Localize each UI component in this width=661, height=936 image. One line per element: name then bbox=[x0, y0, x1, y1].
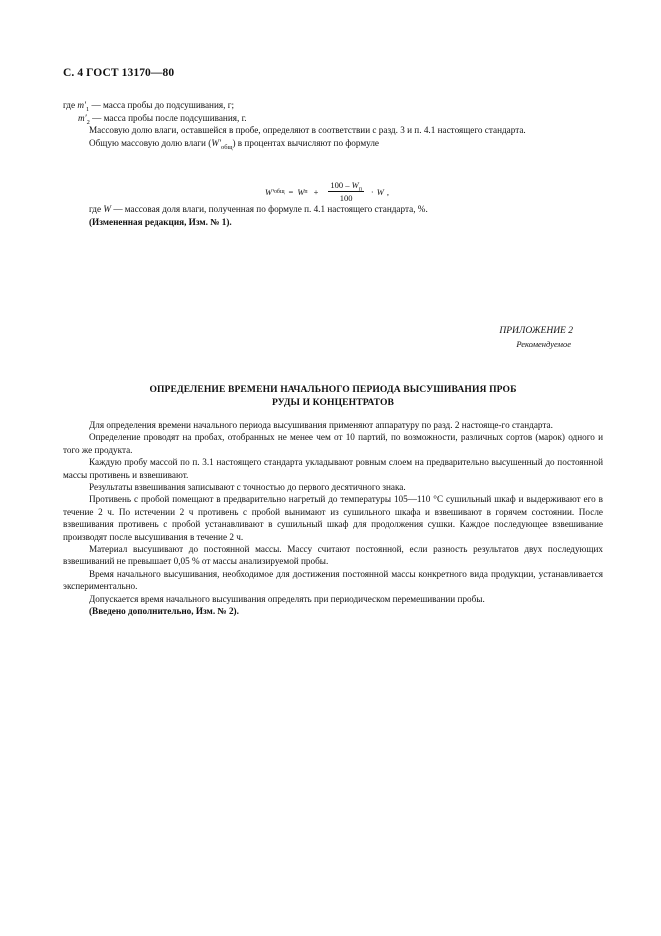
formula-numerator bbox=[328, 180, 364, 192]
appendix-title bbox=[63, 384, 603, 409]
amendment-note-1: (Измененная редакция, Изм. № 1). bbox=[89, 216, 232, 227]
body-paragraph-5: Противень с пробой помещают в предварительно нагретый до температуры 105—110 °С сушильный шкаф и выдерживают его в течение 2 ч. По истечении 2 ч противень с пробой вынимают из сушильного шкафа и взвешивают в горячем состоянии. После взвешивания противень с пробой устанавливают в сушильный шкаф для продолжения сушки. Каждое последующее взвешивание производят после высушивания в течение 2 ч. bbox=[63, 494, 603, 542]
var-w: W bbox=[103, 204, 112, 214]
formula-equals: = bbox=[288, 186, 294, 197]
w-definition-paragraph bbox=[63, 203, 603, 216]
moisture-formula: W′ общ = W п + $\frac{100 - W_п}{100}$ · W , bbox=[265, 180, 389, 203]
m2-description: — масса пробы после подсушивания, г. bbox=[92, 112, 247, 123]
variable-definition-m1 bbox=[63, 99, 603, 112]
formula-w: W bbox=[376, 186, 384, 197]
moisture-paragraph: Массовую долю влаги, оставшейся в пробе, определяют в соответствии с разд. 3 и п. 4.1 настоящего стандарта. bbox=[89, 125, 526, 135]
var-w-total: W′ bbox=[211, 137, 221, 148]
amendment-note-2: (Введено дополнительно, Изм. № 2). bbox=[89, 606, 239, 617]
formula-num-var: W bbox=[351, 180, 359, 190]
formula-num-text: 100 – bbox=[330, 180, 352, 190]
where-label: где bbox=[63, 100, 76, 110]
appendix-body bbox=[63, 419, 603, 618]
var-w-total-sub: общ bbox=[220, 143, 233, 151]
body-paragraph-2: Определение проводят на пробах, отобранных не менее чем от 10 партий, по возможности, различных сортов (марок) одного и того же продукта. bbox=[63, 432, 603, 455]
appendix-label: ПРИЛОЖЕНИЕ 2 bbox=[499, 326, 573, 336]
body-paragraph-3: Каждую пробу массой по п. 3.1 настоящего стандарта укладывают ровным слоем на предварительно высушенный до постоянной массы противень и взвешивают. bbox=[63, 457, 603, 480]
total-moisture-paragraph bbox=[63, 137, 603, 150]
formula-section bbox=[63, 99, 603, 228]
body-paragraph-7: Время начального высушивания, необходимое для достижения постоянной массы конкретного вида продукции, устанавливается экспериментально. bbox=[63, 568, 603, 592]
where-label-2: где bbox=[89, 204, 102, 214]
var-m1: m′ bbox=[77, 100, 87, 110]
appendix-title-line2: РУДЫ И КОНЦЕНТРАТОВ bbox=[271, 396, 395, 408]
m1-description: — масса пробы до подсушивания, г; bbox=[91, 100, 235, 110]
w-description: — массовая доля влаги, полученная по формуле п. 4.1 настоящего стандарта, %. bbox=[113, 204, 428, 214]
var-m1-sub: 1 bbox=[86, 105, 90, 113]
var-m2: m′ bbox=[78, 112, 87, 123]
body-paragraph-6: Материал высушивают до постоянной массы. Массу считают постоянной, если разность результатов двух последующих взвешиваний не превышает 0,05 % от массы анализируемой пробы. bbox=[63, 544, 603, 567]
appendix-label-block bbox=[499, 325, 573, 351]
var-m2-sub: 2 bbox=[86, 118, 90, 126]
formula-lhs: W′ bbox=[265, 186, 274, 197]
total-moisture-prefix: Общую массовую долю влаги ( bbox=[89, 137, 212, 148]
formula-comma: , bbox=[386, 186, 389, 197]
total-moisture-suffix: ) в процентах вычисляют по формуле bbox=[232, 137, 380, 148]
formula-denominator: 100 bbox=[339, 193, 353, 203]
formula-wp: W bbox=[297, 186, 305, 197]
body-paragraph-1: Для определения времени начального периода высушивания применяют аппаратуру по разд. 2 настояще-го стандарта. bbox=[89, 420, 553, 430]
page-header: С. 4 ГОСТ 13170—80 bbox=[63, 67, 175, 79]
body-paragraph-4: Результаты взвешивания записывают с точностью до первого десятичного знака. bbox=[89, 482, 406, 493]
body-paragraph-8: Допускается время начального высушивания определять при периодическом перемешивании пробы. bbox=[89, 593, 485, 604]
variable-definition-m2 bbox=[63, 112, 603, 125]
appendix-sublabel: Рекомендуемое bbox=[516, 339, 571, 349]
formula-dot: · bbox=[370, 186, 374, 197]
formula-plus: + bbox=[313, 186, 319, 197]
appendix-title-line1: ОПРЕДЕЛЕНИЕ ВРЕМЕНИ НАЧАЛЬНОГО ПЕРИОДА ВЫСУШИВАНИЯ ПРОБ bbox=[149, 384, 517, 395]
formula-fraction bbox=[328, 180, 364, 203]
formula-num-sub: п bbox=[358, 186, 362, 193]
